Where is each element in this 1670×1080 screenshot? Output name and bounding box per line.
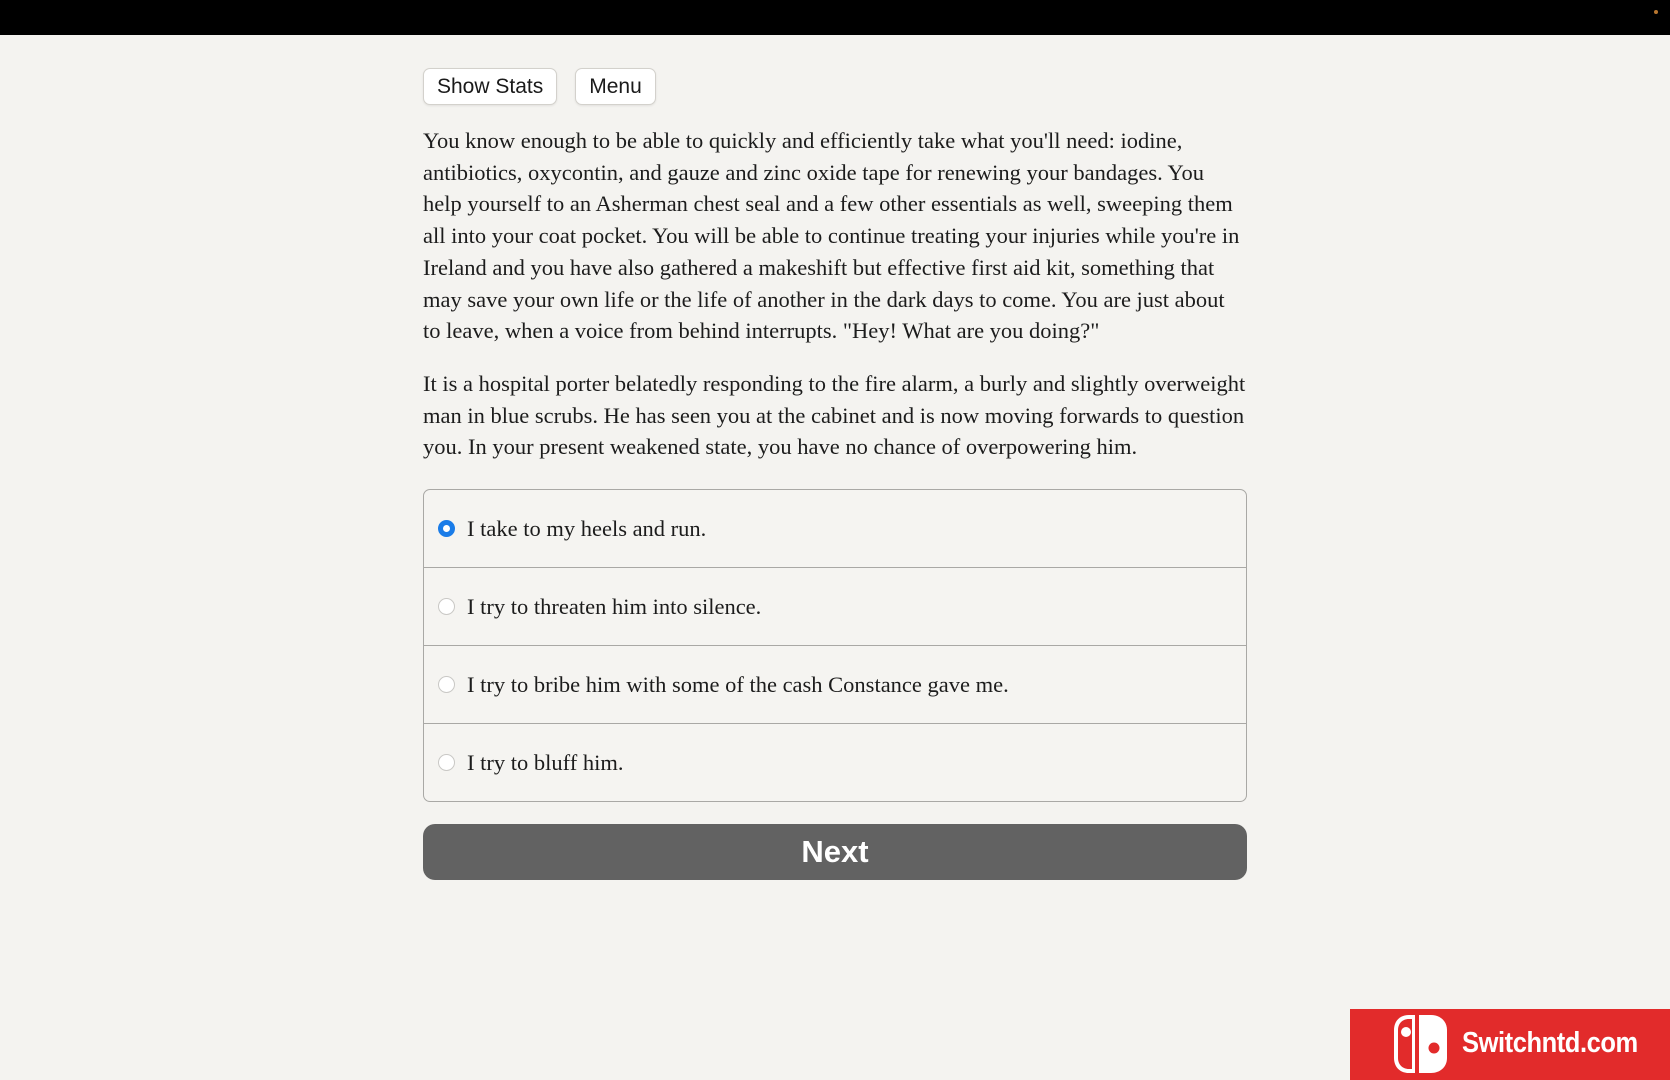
story-paragraph: It is a hospital porter belatedly responding to the fire alarm, a burly and slightly overweight man in blue scrubs. He has seen you at the cabinet and is now moving forwards to question you. In your present weakened state, you have no chance of overpowering him. xyxy=(423,370,1246,460)
choice-list xyxy=(423,489,1247,802)
status-dot xyxy=(1654,10,1658,14)
choice-option[interactable] xyxy=(424,723,1246,801)
game-content xyxy=(423,68,1247,880)
watermark-text: Switchntd.com xyxy=(1462,1027,1638,1059)
choice-label: I try to threaten him into silence. xyxy=(467,593,762,619)
choice-option[interactable] xyxy=(424,567,1246,645)
radio-button[interactable] xyxy=(438,598,455,615)
switch-console-icon xyxy=(1389,1012,1453,1076)
next-button[interactable]: Next xyxy=(423,824,1247,880)
radio-button[interactable] xyxy=(438,754,455,771)
choice-label: I try to bribe him with some of the cash Constance gave me. xyxy=(467,671,1009,697)
radio-button[interactable] xyxy=(438,676,455,693)
menu-button[interactable]: Menu xyxy=(575,68,656,105)
radio-button[interactable] xyxy=(438,520,455,537)
choice-label: I try to bluff him. xyxy=(467,749,624,775)
watermark-banner xyxy=(1350,1009,1670,1080)
choice-label: I take to my heels and run. xyxy=(467,515,707,541)
top-bar xyxy=(0,0,1670,35)
top-button-row xyxy=(423,68,1247,105)
show-stats-button[interactable]: Show Stats xyxy=(423,68,557,105)
choice-option[interactable] xyxy=(424,645,1246,723)
choice-option[interactable] xyxy=(424,490,1246,567)
story-paragraph: You know enough to be able to quickly and efficiently take what you'll need: iodine, antibiotics, oxycontin, and gauze and zinc oxide tape for renewing your bandages. You help yourself to an Asherman chest seal and a few other essentials as well, sweeping them all into your coat pocket. You will be able to continue treating your injuries while you're in Ireland and you have also gathered a makeshift but effective first aid kit, something that may save your own life or the life of another in the dark days to come. You are just about to leave, when a voice from behind interrupts. "Hey! What are you doing?" xyxy=(423,128,1240,344)
